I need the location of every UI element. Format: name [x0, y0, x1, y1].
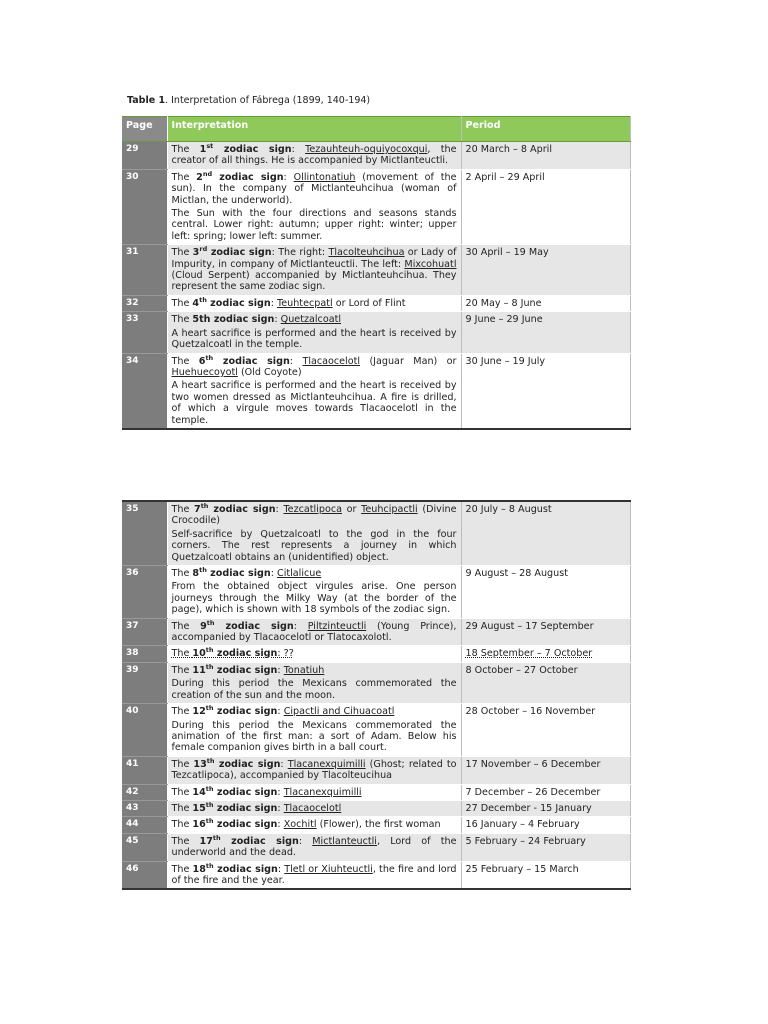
page-number-cell: 44: [122, 817, 167, 833]
page-number-cell: 35: [122, 501, 167, 566]
table-row: [122, 312, 630, 353]
table-row: [122, 833, 630, 861]
table-row: [122, 817, 630, 833]
text-segment: 8: [192, 568, 200, 580]
sign-name: Cipactli and Cihuacoatl: [283, 706, 395, 718]
interpretation-cell: [167, 245, 461, 296]
text-segment: zodiac sign: [213, 802, 278, 814]
zodiac-table-part-1: [122, 116, 631, 430]
text-segment: 1: [199, 144, 207, 155]
zodiac-sign-line: [172, 314, 457, 325]
period-cell: 8 October – 27 October: [461, 662, 630, 703]
text-segment: :: [277, 802, 284, 814]
header-interpretation: Interpretation: [167, 117, 461, 142]
text-segment: The: [171, 620, 201, 632]
text-segment: (movement of the sun). In the company of Mictlanteuhcihua (woman of Mictlan, the underworld).: [171, 171, 457, 206]
period-cell: 30 June – 19 July: [461, 353, 630, 429]
text-segment: The: [171, 504, 195, 515]
text-segment: (Ghost; related to Tezcatlipoca), accompanied by Tlacolteucihua: [171, 758, 457, 782]
page-number-cell: 33: [122, 312, 167, 353]
interpretation-cell: [167, 756, 461, 784]
header-period: Period: [461, 117, 630, 142]
interpretation-cell: [167, 353, 461, 429]
table-row: [122, 501, 630, 566]
table-row: [122, 353, 630, 429]
sign-name: Ollintonatiuh: [293, 171, 356, 183]
page-number-cell: 37: [122, 618, 167, 646]
sign-name: Mictlanteuctli: [312, 835, 377, 847]
interpretation-cell: [167, 662, 461, 703]
period-cell: 25 February – 15 March: [461, 861, 630, 889]
sign-name: Xochitl: [283, 819, 317, 831]
text-segment: (Flower), the first woman: [316, 819, 441, 831]
table-row: [122, 295, 630, 311]
sign-name: Citlalicue: [277, 568, 322, 580]
text-segment: , the creator of all things. He is accompanied by Mictlanteuctli.: [171, 144, 457, 167]
text-segment: th: [206, 756, 215, 765]
period-cell: 30 April – 19 May: [461, 245, 630, 296]
sign-name: Tlacaocelotl: [302, 355, 361, 367]
description-text: The Sun with the four directions and seasons stands central. Lower right: autumn; upper right: winter; upper left: spring; lower left: summer.: [171, 208, 457, 242]
text-segment: :: [274, 314, 281, 326]
text-segment: zodiac sign: [213, 863, 278, 875]
zodiac-sign-line: [171, 833, 457, 859]
interpretation-cell: [167, 501, 461, 566]
text-segment: (Old Coyote): [237, 366, 302, 378]
sign-name: Tlacaocelotl: [283, 802, 342, 814]
zodiac-sign-line: [172, 247, 457, 293]
text-segment: 18: [192, 863, 206, 875]
table-caption: [127, 95, 370, 106]
text-segment: 16: [192, 819, 206, 831]
sign-name: Tonatiuh: [283, 664, 325, 676]
period-cell: 2 April – 29 April: [461, 169, 630, 244]
sign-name: Teuhcipactli: [361, 504, 418, 515]
text-segment: 7: [194, 504, 201, 515]
page-number-cell: 30: [122, 169, 167, 244]
text-segment: th: [206, 618, 215, 627]
page-number-cell: 43: [122, 800, 167, 816]
text-segment: The: [171, 664, 193, 676]
table-row: [122, 861, 630, 889]
text-segment: zodiac sign: [208, 504, 276, 515]
description-text: A heart sacrifice is performed and the heart is received by two women dressed as Mictlanteuhcihua. A fire is drilled, of which a virgule moves towards Tlacaocelotl in the temple.: [171, 380, 457, 426]
zodiac-table-part-2: [122, 500, 631, 890]
period-cell: 29 August – 17 September: [461, 618, 630, 646]
text-segment: :: [277, 819, 284, 831]
sign-name: Tlacanexquimilli: [287, 758, 366, 770]
page-number-cell: 40: [122, 704, 167, 757]
table-row: [122, 566, 630, 619]
text-segment: zodiac sign: [214, 758, 281, 770]
text-segment: (Cloud Serpent) accompanied by Mictlanteuhcihua. They represent the same zodiac sign.: [171, 270, 457, 293]
zodiac-sign-line: [171, 169, 457, 206]
text-segment: :: [291, 144, 306, 155]
text-segment: st: [206, 141, 214, 150]
interpretation-cell: [167, 646, 461, 662]
table-row: [122, 784, 630, 800]
table-header-row: [122, 117, 630, 142]
text-segment: (Divine Crocodile): [171, 504, 457, 527]
interpretation-cell: [167, 169, 461, 244]
period-cell: 20 March – 8 April: [461, 142, 630, 170]
text-segment: :: [270, 568, 278, 580]
text-segment: 10: [192, 648, 206, 660]
table-row: [122, 704, 630, 757]
text-segment: rd: [199, 245, 208, 254]
text-segment: 3: [192, 247, 200, 259]
text-segment: zodiac sign: [212, 171, 284, 183]
text-segment: (Young Prince), accompanied by Tlacaocelotl or Tlatocaxolotl.: [171, 620, 457, 644]
text-segment: The: [171, 355, 199, 367]
text-segment: :: [277, 786, 284, 798]
text-segment: The: [171, 863, 193, 875]
text-segment: 12: [192, 706, 206, 718]
text-segment: th: [200, 501, 209, 510]
text-segment: or Lady of Impurity, in company of Mictlanteuctli. The left:: [171, 247, 457, 270]
zodiac-sign-line: [171, 662, 457, 676]
interpretation-cell: [167, 833, 461, 861]
text-segment: 6: [198, 355, 206, 367]
text-segment: th: [205, 662, 214, 671]
interpretation-cell: [167, 861, 461, 889]
text-segment: The: [171, 802, 193, 814]
text-segment: :: [270, 297, 278, 309]
page-number-cell: 38: [122, 646, 167, 662]
zodiac-sign-line: [171, 501, 457, 527]
text-segment: 14: [192, 786, 206, 798]
interpretation-cell: [167, 142, 461, 170]
text-segment: zodiac sign: [214, 620, 294, 632]
text-segment: th: [205, 353, 214, 362]
zodiac-sign-line: [171, 703, 457, 718]
description-text: During this period the Mexicans commemorated the creation of the sun and the moon.: [171, 678, 457, 701]
text-segment: zodiac sign: [213, 144, 292, 155]
period-cell: 9 June – 29 June: [461, 312, 630, 353]
text-segment: th: [205, 817, 214, 826]
text-segment: :: [277, 863, 285, 875]
text-segment: th: [205, 703, 214, 712]
text-segment: 15: [192, 802, 206, 814]
zodiac-sign-line: [171, 800, 457, 814]
zodiac-sign-line: [172, 819, 457, 830]
sign-name: Tlacanexquimilli: [283, 786, 362, 798]
interpretation-cell: [167, 295, 461, 311]
interpretation-cell: [167, 784, 461, 800]
text-segment: The: [171, 297, 193, 309]
zodiac-sign-line: [171, 141, 457, 167]
table-row: [122, 618, 630, 646]
text-segment: th: [199, 295, 207, 304]
table-row: [122, 169, 630, 244]
text-segment: zodiac sign: [213, 664, 278, 676]
page-number-cell: 29: [122, 142, 167, 170]
text-segment: zodiac sign: [213, 819, 278, 831]
text-segment: The: [171, 568, 193, 580]
text-segment: 9: [200, 620, 207, 632]
text-segment: th: [205, 784, 214, 793]
period-cell: 9 August – 28 August: [461, 566, 630, 619]
table-row: [122, 646, 630, 662]
sign-name: Piltzinteuctli: [307, 620, 367, 632]
interpretation-cell: [167, 566, 461, 619]
text-segment: :: [283, 171, 294, 183]
page-number-cell: 31: [122, 245, 167, 296]
zodiac-sign-line: [172, 648, 457, 659]
sign-name: Teuhtecpatl: [277, 297, 333, 309]
text-segment: :: [293, 620, 308, 632]
text-segment: th: [205, 861, 214, 870]
text-segment: The: [171, 171, 197, 183]
description-text: During this period the Mexicans commemorated the animation of the first man: a sort of Adam. Below his female companion gives birth in a ball court.: [171, 719, 457, 754]
interpretation-cell: [167, 312, 461, 353]
text-segment: th: [205, 646, 214, 655]
interpretation-cell: [167, 704, 461, 757]
caption-label: Table 1: [127, 95, 166, 106]
text-segment: (Jaguar Man) or: [360, 355, 457, 367]
text-segment: The: [171, 835, 200, 847]
interpretation-cell: [167, 817, 461, 833]
text-segment: The: [171, 786, 193, 798]
text-segment: 17: [199, 835, 213, 847]
table-row: [122, 245, 630, 296]
text-segment: zodiac sign: [206, 568, 271, 580]
table-body-part-1: [122, 142, 630, 429]
text-segment: zodiac sign: [213, 786, 278, 798]
text-segment: The: [171, 314, 193, 326]
text-segment: :: [277, 706, 284, 718]
zodiac-sign-line: [171, 565, 457, 580]
period-cell: 7 December – 26 December: [461, 784, 630, 800]
table-row: [122, 800, 630, 816]
text-segment: th: [199, 565, 207, 574]
page-number-cell: 41: [122, 756, 167, 784]
description-text: From the obtained object virgules arise. One person journeys through the Milky Way (at the border of the page), which is shown with 18 symbols of the zodiac sign.: [171, 581, 457, 616]
sign-name: Tezcatlipoca: [283, 504, 342, 515]
text-segment: :: [289, 355, 303, 367]
period-cell: 27 December - 15 January: [461, 800, 630, 816]
page-number-cell: 42: [122, 784, 167, 800]
text-segment: 11: [192, 664, 206, 676]
text-segment: The: [171, 758, 194, 770]
text-segment: The: [171, 819, 193, 831]
text-segment: : The right:: [271, 247, 329, 259]
zodiac-sign-line: [171, 861, 457, 887]
period-cell: 5 February – 24 February: [461, 833, 630, 861]
text-segment: The: [171, 706, 193, 718]
zodiac-sign-line: [171, 353, 457, 379]
text-segment: zodiac sign: [206, 297, 271, 309]
text-segment: :: [298, 835, 313, 847]
text-segment: zodiac sign: [220, 835, 299, 847]
sign-name: Quetzalcoatl: [280, 314, 341, 326]
zodiac-sign-line: [171, 295, 457, 309]
text-segment: 13: [193, 758, 207, 770]
text-segment: zodiac sign: [213, 355, 290, 367]
sign-name: Mixcohuatl: [404, 258, 457, 270]
page-number-cell: 46: [122, 861, 167, 889]
page-number-cell: 39: [122, 662, 167, 703]
text-segment: or Lord of Flint: [332, 297, 406, 309]
period-cell: 28 October – 16 November: [461, 704, 630, 757]
text-segment: nd: [202, 169, 213, 178]
text-segment: th: [212, 833, 221, 842]
sign-name: Tlacolteuhcihua: [328, 247, 405, 259]
sign-name: Huehuecoyotl: [171, 366, 238, 378]
text-segment: The: [171, 144, 200, 155]
text-segment: zodiac sign: [213, 706, 278, 718]
description-text: A heart sacrifice is performed and the heart is received by Quetzalcoatl in the temple.: [171, 327, 457, 351]
table-body-part-2: [122, 501, 630, 889]
table-row: [122, 662, 630, 703]
text-segment: : ??: [277, 648, 294, 660]
page-number-cell: 32: [122, 295, 167, 311]
table-row: [122, 142, 630, 170]
text-segment: zodiac sign: [207, 247, 272, 259]
page-number-cell: 36: [122, 566, 167, 619]
sign-name: Tezauhteuh-oquiyocoxqui: [305, 144, 428, 155]
text-segment: th: [205, 800, 214, 809]
page-number-cell: 45: [122, 833, 167, 861]
period-cell: 20 July – 8 August: [461, 501, 630, 566]
text-segment: 2: [196, 171, 203, 183]
period-cell: 16 January – 4 February: [461, 817, 630, 833]
text-segment: The: [171, 648, 193, 660]
text-segment: :: [275, 504, 284, 515]
text-segment: zodiac sign: [213, 648, 278, 660]
text-segment: , the fire and lord of the fire and the year.: [171, 863, 457, 886]
sign-name: Tletl or Xiuhteuctli: [284, 863, 373, 875]
zodiac-sign-line: [171, 784, 457, 798]
text-segment: :: [277, 664, 284, 676]
zodiac-sign-line: [171, 618, 457, 644]
period-cell: 20 May – 8 June: [461, 295, 630, 311]
text-segment: :: [280, 758, 288, 770]
interpretation-cell: [167, 618, 461, 646]
description-text: Self-sacrifice by Quetzalcoatl to the god in the four corners. The rest represents a journey in which Quetzalcoatl obtains an (unidentified) object.: [171, 528, 457, 563]
text-segment: The: [171, 247, 193, 259]
text-segment: or: [341, 504, 362, 515]
zodiac-sign-line: [171, 756, 457, 782]
text-segment: 5th zodiac sign: [192, 314, 275, 326]
table-row: [122, 756, 630, 784]
text-segment: 4: [192, 297, 200, 309]
period-cell: 17 November – 6 December: [461, 756, 630, 784]
caption-text: . Interpretation of Fábrega (1899, 140-194): [165, 95, 371, 106]
header-page: Page: [122, 117, 167, 142]
page-number-cell: 34: [122, 353, 167, 429]
period-cell: 18 September – 7 October: [461, 646, 630, 662]
text-segment: , Lord of the underworld and the dead.: [171, 835, 457, 859]
interpretation-cell: [167, 800, 461, 816]
